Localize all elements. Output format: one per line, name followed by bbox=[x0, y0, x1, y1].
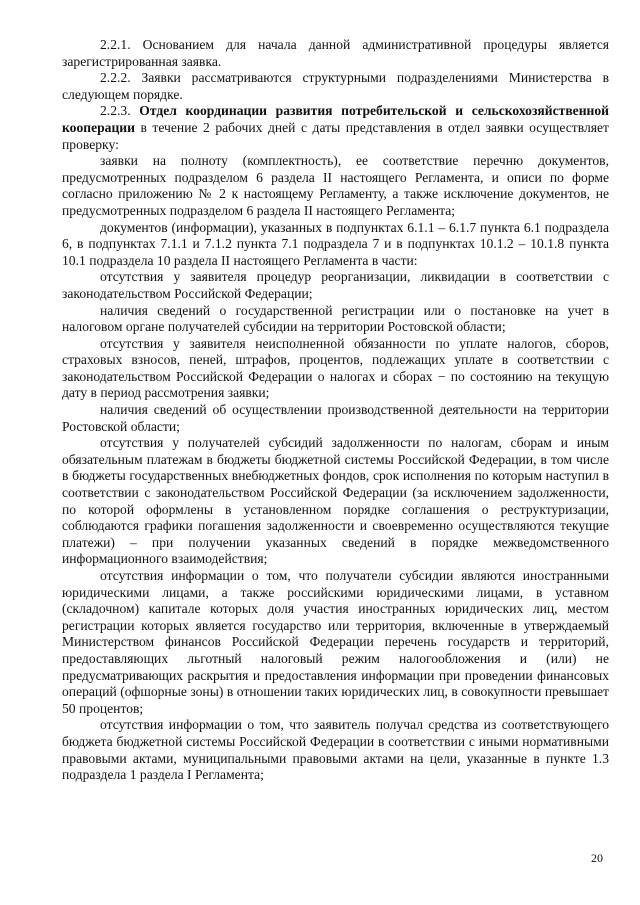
list-item: заявки на полноту (комплектность), ее соответствие перечню документов, предусмотренных подразделом 6 раздела II настоящего Регламента, и описи по форме согласно приложению № 2 к настоящему Регламенту, а также исключение документов, не предусмотренных подразделом 6 раздела II настоящего Регламента; bbox=[62, 153, 609, 218]
list-item: документов (информации), указанных в подпунктах 6.1.1 – 6.1.7 пункта 6.1 подраздела 6, в подпунктах 7.1.1 и 7.1.2 пункта 7.1 подраздела 7 и в подпунктах 10.1.2 – 10.1.8 пункта 10.1 подраздела 10 раздела II настоящего Регламента в части: bbox=[62, 219, 609, 268]
list-item: отсутствия у получателей субсидий задолженности по налогам, сборам и иным обязательным платежам в бюджеты бюджетной системы Российской Федерации, в том числе в бюджеты государственных внебюджетных фондов, срок исполнения по которым наступил в соответствии с законодательством Российской Федерации (за исключением задолженности, по которой оформлены в установленном порядке соглашения о реструктуризации, соблюдаются графики погашения задолженности и своевременно осуществляются текущие платежи) – при получении указанных сведений в порядке межведомственного информационного взаимодействия; bbox=[62, 435, 609, 567]
department-name: Отдел координации развития потребительской и сельскохозяйственной кооперации bbox=[62, 103, 609, 135]
list-item: отсутствия информации о том, что получатели субсидии являются иностранными юридическими лицами, а также российскими юридическими лицами, в уставном (складочном) капитале которых доля участия иностранных юридических лиц, местом регистрации которых является государство или территория, включенные в утверждаемый Министерством финансов Российской Федерации перечень государств и территорий, предоставляющих льготный налоговый режим налогообложения и (или) не предусматривающих раскрытия и предоставления информации при проведении финансовых операций (офшорные зоны) в отношении таких юридических лиц, в совокупности превышает 50 процентов; bbox=[62, 568, 609, 716]
paragraph-2-2-2: 2.2.2. Заявки рассматриваются структурными подразделениями Министерства в следующем порядке. bbox=[62, 70, 609, 102]
list-item: отсутствия у заявителя неисполненной обязанности по уплате налогов, сборов, страховых взносов, пеней, штрафов, процентов, подлежащих уплате в соответствии с законодательством Российской Федерации о налогах и сборах − по состоянию на текущую дату в период рассмотрения заявки; bbox=[62, 335, 609, 401]
list-item: отсутствия у заявителя процедур реорганизации, ликвидации в соответствии с законодательством Российской Федерации; bbox=[62, 269, 609, 301]
list-item: отсутствия информации о том, что заявитель получал средства из соответствующего бюджета бюджетной системы Российской Федерации в соответствии с иными нормативными правовыми актами, муниципальными правовыми актами на цели, указанные в пункте 1.3 подраздела 1 раздела I Регламента; bbox=[62, 717, 609, 783]
paragraph-2-2-3 bbox=[62, 103, 609, 153]
list-item: наличия сведений об осуществлении производственной деятельности на территории Ростовской области; bbox=[62, 402, 609, 434]
paragraph-2-2-3-number: 2.2.3. bbox=[100, 103, 140, 119]
list-item: наличия сведений о государственной регистрации или о постановке на учет в налоговом органе получателей субсидии на территории Ростовской области; bbox=[62, 302, 609, 335]
document-page bbox=[62, 37, 609, 784]
paragraph-2-2-3-text: в течение 2 рабочих дней с даты представления в отдел заявки осуществляет проверку: bbox=[62, 119, 609, 152]
paragraph-2-2-1: 2.2.1. Основанием для начала данной административной процедуры является зарегистрированная заявка. bbox=[62, 37, 609, 69]
page-number: 20 bbox=[591, 851, 603, 865]
